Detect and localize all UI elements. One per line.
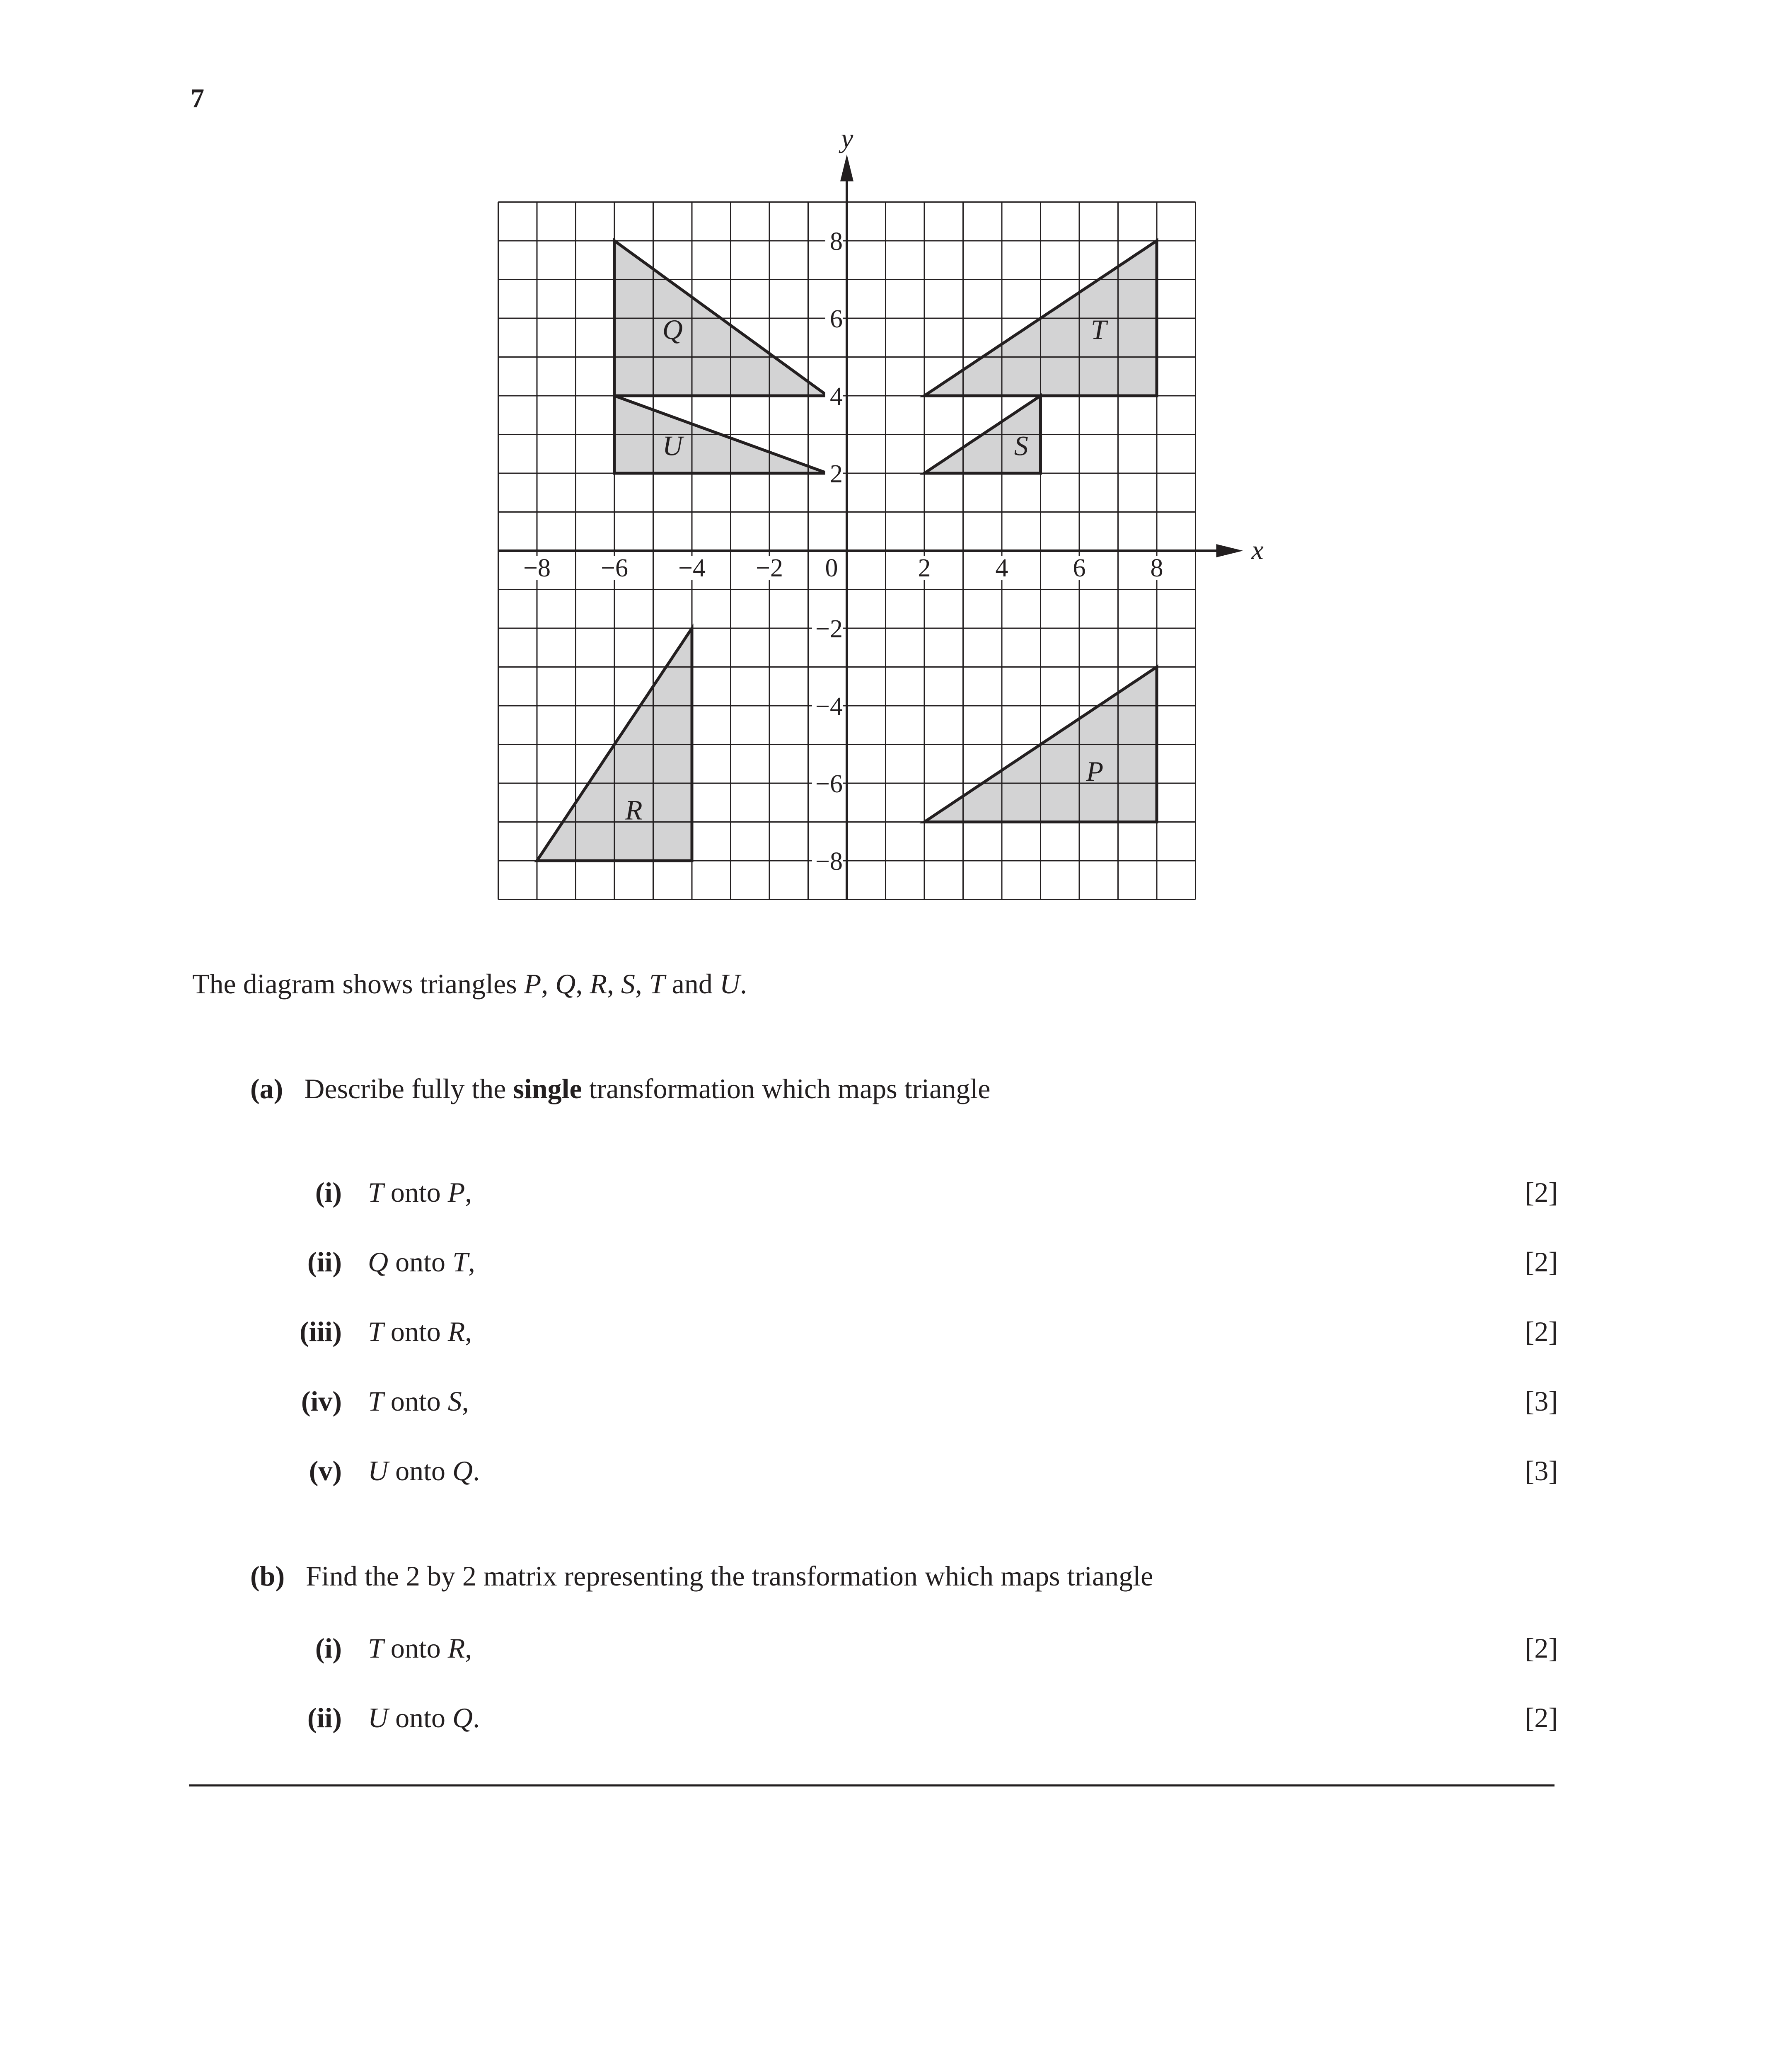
part-a-text-post: transformation which maps triangle [582,1073,991,1104]
intro-name-u: U [719,968,740,1000]
triangle-s-label: S [1014,430,1028,462]
onto-word: onto [383,1385,448,1417]
question-number: 7 [191,83,204,114]
triangle-r-label: R [625,794,643,826]
punctuation: , [468,1246,475,1278]
part-a-ii-marks: [2] [1525,1246,1558,1278]
x-tick-label: 6 [1073,554,1086,582]
from-triangle: T [368,1316,384,1347]
onto-word: onto [388,1702,453,1733]
y-tick-label: 8 [830,228,843,256]
x-tick-label: −2 [756,554,783,582]
part-b-ii-label: (ii) [307,1702,342,1733]
from-triangle: Q [368,1246,389,1278]
origin-label: 0 [825,554,838,582]
part-a-heading [250,1072,990,1105]
part-b-label: (b) [250,1560,285,1592]
bottom-rule [189,1784,1554,1786]
punctuation: . [473,1702,480,1733]
part-b-heading [250,1560,1153,1593]
onto-word: onto [383,1176,448,1208]
triangle-q-label: Q [662,314,683,346]
y-tick-label: −6 [815,770,843,798]
intro-text [192,968,747,1000]
x-tick-label: −6 [601,554,628,582]
intro-sep: , [541,968,556,1000]
part-a-i-marks: [2] [1525,1176,1558,1208]
to-triangle: P [447,1176,465,1208]
part-a-label: (a) [250,1073,283,1104]
intro-sep: , [607,968,621,1000]
onto-word: onto [388,1455,453,1486]
intro-name-p: P [524,968,542,1000]
part-a-iii-marks: [2] [1525,1316,1558,1347]
y-tick-label: 4 [830,382,843,411]
y-tick-label: −4 [815,692,843,721]
part-a-ii-label: (ii) [307,1246,342,1278]
triangle-t-label: T [1090,314,1107,346]
y-tick-label: −2 [815,615,843,643]
part-a-iv-label: (iv) [301,1385,342,1417]
x-tick-label: −8 [523,554,551,582]
intro-name-r: R [590,968,607,1000]
triangle-p-label: P [1086,755,1104,787]
x-tick-label: 8 [1150,554,1163,582]
y-axis-arrow [840,155,853,182]
part-b-i-label: (i) [315,1632,342,1664]
part-b-i-text [368,1632,472,1665]
part-a-i-label: (i) [315,1176,342,1208]
from-triangle: T [368,1176,384,1208]
to-triangle: R [447,1632,465,1664]
part-a-iv-text [368,1385,469,1418]
from-triangle: U [368,1702,389,1733]
x-axis-arrow [1216,544,1243,557]
part-a-v-marks: [3] [1525,1455,1558,1486]
x-tick-label: 2 [918,554,931,582]
from-triangle: T [368,1632,384,1664]
to-triangle: T [452,1246,468,1278]
intro-end: . [740,968,747,1000]
y-tick-label: 2 [830,460,843,488]
to-triangle: R [447,1316,465,1347]
x-axis-label: x [1251,535,1264,565]
part-b-text: Find the 2 by 2 matrix representing the transformation which maps triangle [306,1560,1153,1592]
part-a-text-pre: Describe fully the [304,1073,513,1104]
punctuation: , [465,1316,472,1347]
part-b-ii-text [368,1702,480,1734]
punctuation: , [462,1385,469,1417]
intro-name-q: Q [555,968,576,1000]
part-a-text-bold: single [513,1073,582,1104]
to-triangle: Q [452,1702,473,1733]
onto-word: onto [388,1246,453,1278]
part-a-i-text [368,1176,472,1209]
x-tick-label: 4 [995,554,1008,582]
intro-sep: , [635,968,649,1000]
from-triangle: U [368,1455,389,1486]
intro-name-s: S [621,968,635,1000]
to-triangle: S [447,1385,462,1417]
y-axis-label: y [841,123,853,154]
x-tick-label: −4 [678,554,706,582]
to-triangle: Q [452,1455,473,1486]
punctuation: , [465,1176,472,1208]
intro-name-t: T [649,968,665,1000]
part-b-i-marks: [2] [1525,1632,1558,1664]
intro-sep: , [575,968,590,1000]
part-a-iv-marks: [3] [1525,1385,1558,1417]
from-triangle: T [368,1385,384,1417]
y-tick-label: 6 [830,305,843,333]
part-a-iii-text [368,1315,472,1348]
intro-pre: The diagram shows triangles [192,968,524,1000]
part-b-ii-marks: [2] [1525,1702,1558,1733]
coordinate-diagram [0,0,1789,953]
part-a-ii-text [368,1246,475,1278]
part-a-v-text [368,1455,480,1487]
part-a-v-label: (v) [309,1455,342,1486]
intro-and: and [665,968,720,1000]
onto-word: onto [383,1632,448,1664]
punctuation: . [473,1455,480,1486]
punctuation: , [465,1632,472,1664]
onto-word: onto [383,1316,448,1347]
y-tick-label: −8 [815,847,843,876]
part-a-iii-label: (iii) [300,1316,342,1347]
triangle-u-label: U [662,430,683,462]
